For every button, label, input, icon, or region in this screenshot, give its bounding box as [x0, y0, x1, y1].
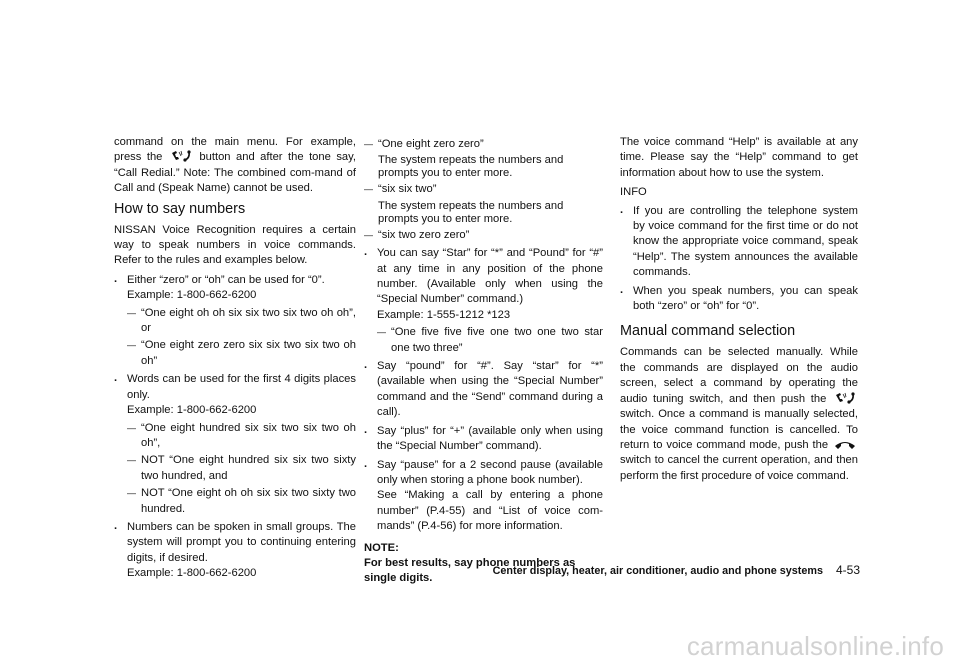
- bullet-words: . Words can be used for the first 4 digits places only.: [114, 372, 356, 403]
- page-number: 4-53: [835, 563, 860, 577]
- info-label: INFO: [620, 186, 647, 199]
- note-body: For best results, say phone numbers as single digits.: [364, 556, 576, 585]
- example: Example: 1-800-662-6200: [127, 289, 257, 302]
- text: button and after the tone say, “Call Redial.” Note: The combined com-mand of Call and (Speak Name) cannot be used.: [114, 151, 357, 195]
- dash-subtext: The system repeats the numbers and prompts you to enter more.: [378, 154, 564, 180]
- phone-voice-icon: [170, 150, 192, 162]
- intro-paragraph: [114, 135, 356, 197]
- footer-section-title: Center display, heater, air conditioner, audio and phone systems: [492, 565, 823, 577]
- phone-hangup-icon: [834, 440, 856, 450]
- manual-selection-paragraph: [620, 345, 858, 484]
- help-paragraph: The voice command “Help” is available at any time. Please say the “Help” command to get information about how to use the system.: [620, 136, 858, 179]
- dash-item: — “One eight oh oh six six two six two oh oh”, or: [114, 306, 356, 337]
- heading-manual-command-selection: Manual command selection: [620, 323, 796, 340]
- text: command on the main menu. For example, press the: [114, 136, 356, 164]
- example: Example: 1-800-662-6200: [127, 404, 257, 417]
- bullet-pause: . Say “pause” for a 2 second pause (available only when storing a phone book number).: [364, 458, 603, 489]
- dash-item: — “One five five five one two one two star one two three”: [364, 325, 603, 356]
- dash-item: — “six six two”: [364, 182, 603, 197]
- bullet-star-pound: . You can say “Star” for “*” and “Pound” for “#” at any time in any position of the phone number. (Available only when using the “Special Number” command.): [364, 246, 603, 308]
- example: Example: 1-800-662-6200: [127, 567, 257, 580]
- page-footer: [480, 563, 860, 579]
- column-1: [114, 135, 356, 582]
- text: Commands can be selected manually. While the commands are displayed on the audio screen, select a command by operating the audio tuning switch, and then push the: [620, 346, 858, 405]
- column-3: [620, 135, 858, 484]
- numbers-intro: NISSAN Voice Recognition requires a certain way to speak numbers in voice commands. Refer to the rules and examples below.: [114, 223, 356, 267]
- text: switch. Once a command is manually selected, the voice command function is cancelled. To return to voice command mode, push the: [620, 408, 858, 451]
- dash-subtext: The system repeats the numbers and prompts you to enter more.: [378, 199, 564, 225]
- dash-item: — “One eight zero zero”: [364, 137, 603, 152]
- watermark: carmanualsonline.info: [686, 630, 944, 661]
- bullet-small-groups: . Numbers can be spoken in small groups. The system will prompt you to continuing entering digits, if desired.: [114, 520, 356, 566]
- bullet-zero-oh: . Either “zero” or “oh” can be used for “0”.: [114, 273, 356, 288]
- column-2: [364, 135, 603, 587]
- info-bullet-help: . If you are controlling the telephone system by voice command for the first time or do not know the appropriate voice command, speak “Help”. The system announces the available commands.: [620, 204, 858, 281]
- dash-item: — “six two zero zero”: [364, 228, 603, 243]
- info-bullet-numbers: . When you speak numbers, you can speak both “zero” or “oh” for “0”.: [620, 284, 858, 315]
- dash-item: — NOT “One eight oh oh six six two sixty two hundred.: [114, 486, 356, 517]
- dash-item: — “One eight hundred six six two six two oh oh”,: [114, 421, 356, 452]
- bullet-pound-star: . Say “pound” for “#”. Say “star” for “*” (available when using the “Special Number” command and the “Send” command during a call).: [364, 359, 603, 421]
- see-reference: See “Making a call by entering a phone number” (P.4-55) and “List of voice com-mands” (P.4-56) for more information.: [377, 489, 603, 533]
- note-heading: NOTE:: [364, 541, 399, 554]
- bullet-plus: . Say “plus” for “+” (available only when using the “Special Number” command).: [364, 424, 603, 455]
- dash-item: — “One eight zero zero six six two six two oh oh”: [114, 338, 356, 369]
- heading-how-to-say-numbers: How to say numbers: [114, 200, 246, 217]
- dash-item: — NOT “One eight hundred six six two sixty two hundred, and: [114, 453, 356, 484]
- phone-voice-icon: [834, 392, 856, 404]
- text: switch to cancel the current operation, and then perform the first procedure of voice command.: [620, 454, 858, 482]
- example: Example: 1-555-1212 *123: [377, 308, 511, 321]
